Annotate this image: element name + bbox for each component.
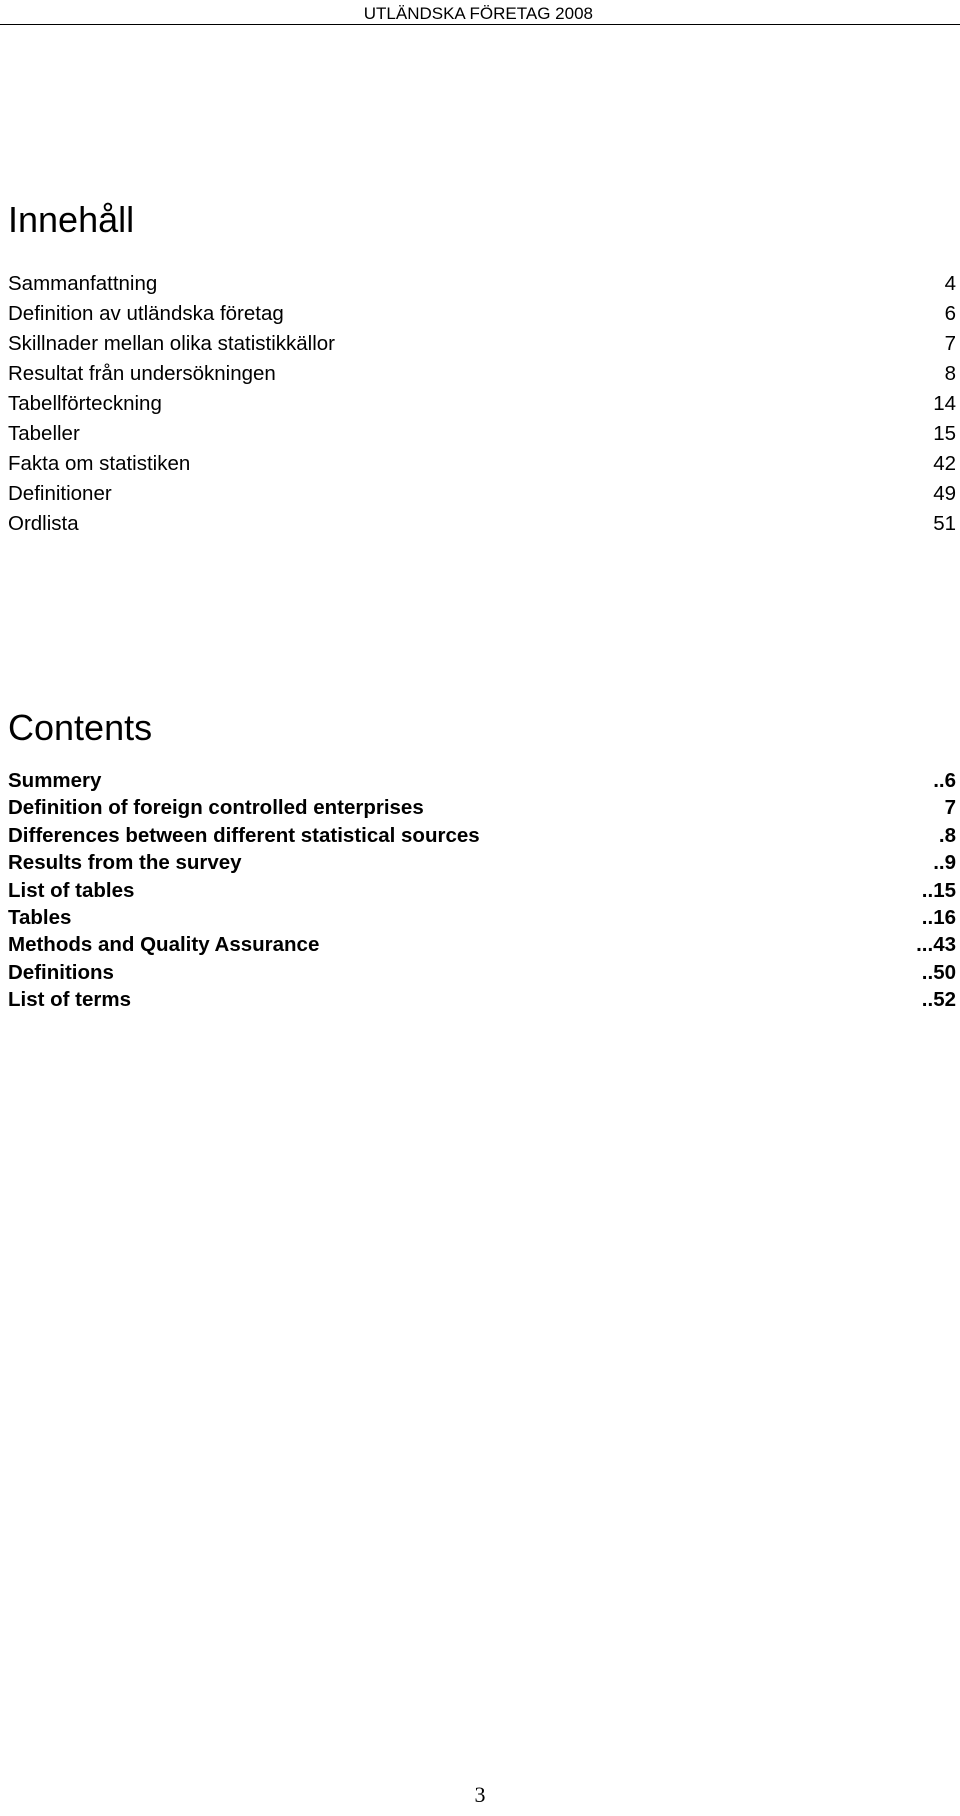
toc-list-english: [8, 767, 956, 1014]
toc-heading-english: Contents: [8, 707, 153, 748]
toc-entry[interactable]: [8, 479, 956, 509]
toc-entry[interactable]: [8, 269, 956, 299]
toc-entry-label: Tabellförteckning: [8, 392, 162, 415]
toc-entry-label: Definitions: [8, 960, 114, 984]
toc-entry-page: ...43: [916, 933, 956, 957]
toc-entry-page: ..16: [921, 905, 956, 929]
toc-entry-page: 7: [944, 332, 956, 355]
toc-entry-label: Skillnader mellan olika statistikkällor: [8, 332, 335, 355]
toc-entry[interactable]: [8, 904, 956, 931]
toc-entry-label: Tabeller: [8, 422, 80, 445]
toc-entry[interactable]: [8, 329, 956, 359]
toc-entry-label: Summery: [8, 769, 102, 792]
toc-entry-page: 42: [933, 452, 956, 475]
toc-entry[interactable]: [8, 359, 956, 389]
toc-entry-label: Definition av utländska företag: [8, 302, 284, 325]
toc-entry[interactable]: [8, 959, 956, 986]
toc-entry-label: Sammanfattning: [8, 272, 158, 295]
toc-list-swedish: [8, 269, 956, 539]
toc-entry-label: Methods and Quality Assurance: [8, 933, 320, 957]
toc-entry[interactable]: [8, 849, 956, 876]
running-header: [0, 0, 960, 24]
toc-entry-label: List of tables: [8, 878, 135, 902]
toc-entry[interactable]: [8, 449, 956, 479]
toc-entry[interactable]: [8, 509, 956, 539]
toc-entry[interactable]: [8, 419, 956, 449]
toc-entry[interactable]: [8, 299, 956, 329]
toc-entry-label: Definitioner: [8, 482, 112, 505]
toc-entry-label: Definition of foreign controlled enterprises: [8, 796, 424, 820]
toc-entry-page: ..9: [933, 851, 956, 875]
toc-entry-page: ..6: [933, 769, 956, 792]
running-header-title: UTLÄNDSKA FÖRETAG 2008: [363, 4, 593, 23]
toc-entry-page: 15: [933, 422, 956, 445]
toc-entry-page: 51: [933, 512, 956, 535]
toc-entry[interactable]: [8, 794, 956, 821]
toc-entry-page: ..50: [921, 960, 956, 984]
toc-entry-page: 14: [933, 392, 956, 415]
toc-entry-page: 8: [944, 362, 956, 385]
toc-entry-label: Fakta om statistiken: [8, 452, 191, 475]
toc-entry[interactable]: [8, 877, 956, 904]
toc-entry-label: Results from the survey: [8, 851, 242, 875]
toc-entry[interactable]: [8, 389, 956, 419]
toc-entry[interactable]: [8, 986, 956, 1013]
toc-heading-swedish: Innehåll: [8, 199, 135, 240]
toc-entry-page: 6: [944, 302, 956, 325]
page-number: 3: [474, 1782, 486, 1807]
toc-entry-label: Ordlista: [8, 512, 79, 535]
header-rule: [0, 24, 960, 25]
toc-entry-label: Differences between different statistical sources: [8, 823, 480, 847]
toc-entry-label: List of terms: [8, 988, 132, 1012]
toc-entry-page: ..15: [921, 878, 956, 902]
toc-entry[interactable]: [8, 767, 956, 794]
toc-entry-page: ..52: [921, 988, 956, 1012]
toc-entry-page: 4: [944, 272, 956, 295]
toc-entry-page: 7: [944, 796, 956, 820]
toc-entry-label: Resultat från undersökningen: [8, 362, 276, 385]
toc-entry-page: .8: [938, 823, 956, 847]
toc-entry[interactable]: [8, 822, 956, 849]
toc-entry-label: Tables: [8, 905, 72, 929]
toc-entry-page: 49: [933, 482, 956, 505]
toc-entry[interactable]: [8, 931, 956, 958]
